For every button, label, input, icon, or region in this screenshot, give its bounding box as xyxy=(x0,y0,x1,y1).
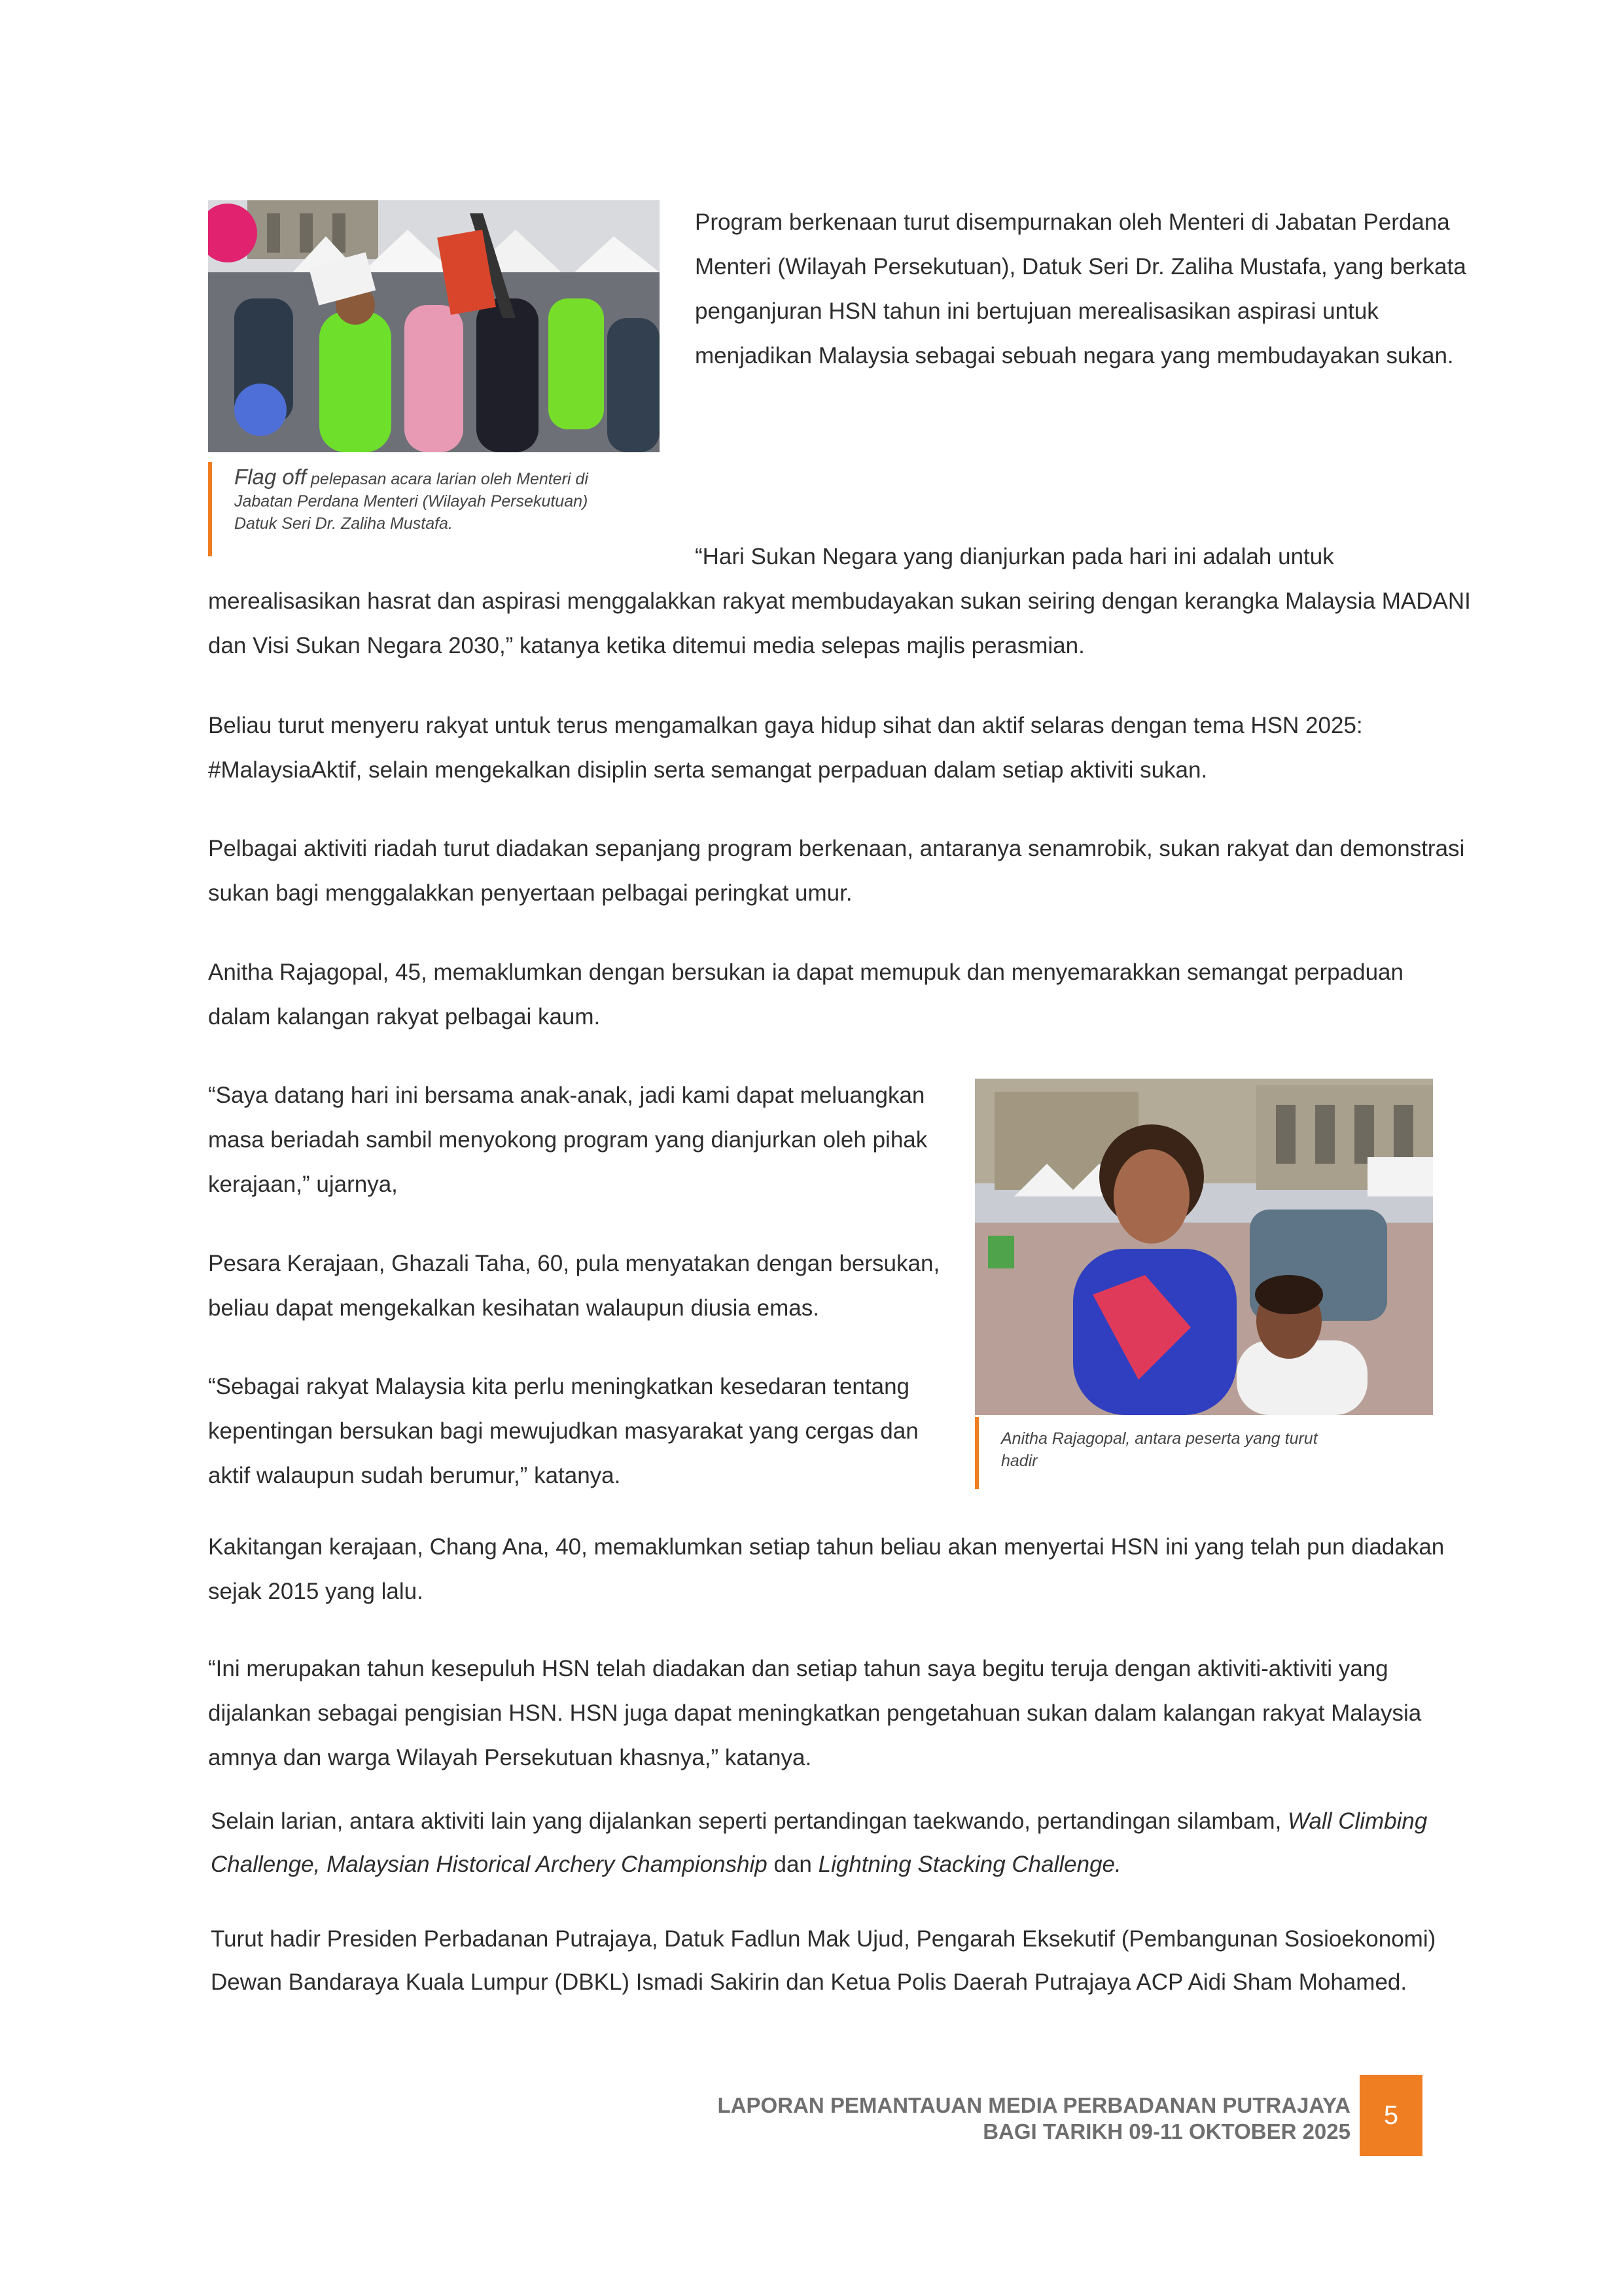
anitha-photo-graphic xyxy=(975,1079,1433,1415)
footer-line-1: LAPORAN PEMANTAUAN MEDIA PERBADANAN PUTRAJAYA xyxy=(717,2093,1350,2117)
caption-lead: Flag off xyxy=(234,465,307,489)
paragraph-12: Turut hadir Presiden Perbadanan Putrajaya, Datuk Fadlun Mak Ujud, Pengarah Eksekutif (Pembangunan Sosioekonomi) Dewan Bandaraya Kuala Lumpur (DBKL) Ismadi Sakirin dan Ketua Polis Daerah Putrajaya ACP Aidi Sham Mohamed. xyxy=(211,1926,1436,1995)
paragraph-11-text: Selain larian, antara aktiviti lain yang dijalankan seperti pertandingan taekwando, pertandingan silambam, xyxy=(211,1808,1282,1834)
paragraph-6: “Saya datang hari ini bersama anak-anak, jadi kami dapat meluangkan masa beriadah sambil menyokong program yang dianjurkan oleh pihak kerajaan,” ujarnya, xyxy=(208,1083,928,1197)
paragraph-3: Beliau turut menyeru rakyat untuk terus mengamalkan gaya hidup sihat dan aktif selaras dengan tema HSN 2025: #MalaysiaAktif, selain mengekalkan disiplin serta semangat perpaduan dalam setiap aktiviti sukan. xyxy=(208,713,1363,783)
caption-text: Anitha Rajagopal, antara peserta yang turut hadir xyxy=(1001,1429,1318,1470)
anitha-photo xyxy=(975,1079,1433,1415)
paragraph-11-italic-stacking: Lightning Stacking Challenge. xyxy=(818,1852,1121,1877)
caption-text: pelepasan acara larian oleh Menteri di Jabatan Perdana Menteri (Wilayah Persekutuan) Datuk Seri Dr. Zaliha Mustafa. xyxy=(234,470,588,533)
footer-line-2: BAGI TARIKH 09-11 OKTOBER 2025 xyxy=(983,2119,1350,2144)
paragraph-10: “Ini merupakan tahun kesepuluh HSN telah diadakan dan setiap tahun saya begitu teruja dengan aktiviti-aktiviti yang dijalankan sebagai pengisian HSN. HSN juga dapat meningkatkan pengetahuan sukan dalam kalangan rakyat Malaysia amnya dan warga Wilayah Persekutuan khasnya,” katanya. xyxy=(208,1656,1422,1770)
anitha-photo-caption xyxy=(975,1417,1354,1489)
paragraph-2-text: “Hari Sukan Negara yang dianjurkan pada hari ini adalah untuk merealisasikan hasrat dan aspirasi menggalakkan rakyat membudayakan sukan seiring dengan kerangka Malaysia MADANI dan Visi Sukan Negara 2030,” katanya ketika ditemui media selepas majlis perasmian. xyxy=(208,544,1471,658)
flag-off-photo-graphic xyxy=(208,200,660,452)
flag-off-photo xyxy=(208,200,660,452)
paragraph-11-italic-events: Wall Climbing Challenge, Malaysian Historical Archery Championship xyxy=(211,1808,1428,1877)
paragraph-7: Pesara Kerajaan, Ghazali Taha, 60, pula menyatakan dengan bersukan, beliau dapat mengekalkan kesihatan walaupun diusia emas. xyxy=(208,1251,940,1321)
paragraph-11 xyxy=(211,1800,1474,1886)
paragraph-4: Pelbagai aktiviti riadah turut diadakan sepanjang program berkenaan, antaranya senamrobik, sukan rakyat dan demonstrasi sukan bagi menggalakkan penyertaan pelbagai peringkat umur. xyxy=(208,836,1465,906)
paragraph-5: Anitha Rajagopal, 45, memaklumkan dengan bersukan ia dapat memupuk dan menyemarakkan semangat perpaduan dalam kalangan rakyat pelbagai kaum. xyxy=(208,960,1403,1030)
paragraph-8: “Sebagai rakyat Malaysia kita perlu meningkatkan kesedaran tentang kepentingan bersukan bagi mewujudkan masyarakat yang cergas dan aktif walaupun sudah berumur,” katanya. xyxy=(208,1374,919,1488)
paragraph-11-and: dan xyxy=(773,1852,812,1877)
paragraph-1: Program berkenaan turut disempurnakan oleh Menteri di Jabatan Perdana Menteri (Wilayah Persekutuan), Datuk Seri Dr. Zaliha Mustafa, yang berkata penganjuran HSN tahun ini bertujuan merealisasikan aspirasi untuk menjadikan Malaysia sebagai sebuah negara yang membudayakan sukan. xyxy=(695,209,1466,368)
paragraph-9: Kakitangan kerajaan, Chang Ana, 40, memaklumkan setiap tahun beliau akan menyertai HSN ini yang telah pun diadakan sejak 2015 yang lalu. xyxy=(208,1534,1445,1604)
paragraph-2 xyxy=(208,535,1471,668)
page-number: 5 xyxy=(1360,2075,1422,2156)
footer-report-title xyxy=(718,2092,1350,2145)
